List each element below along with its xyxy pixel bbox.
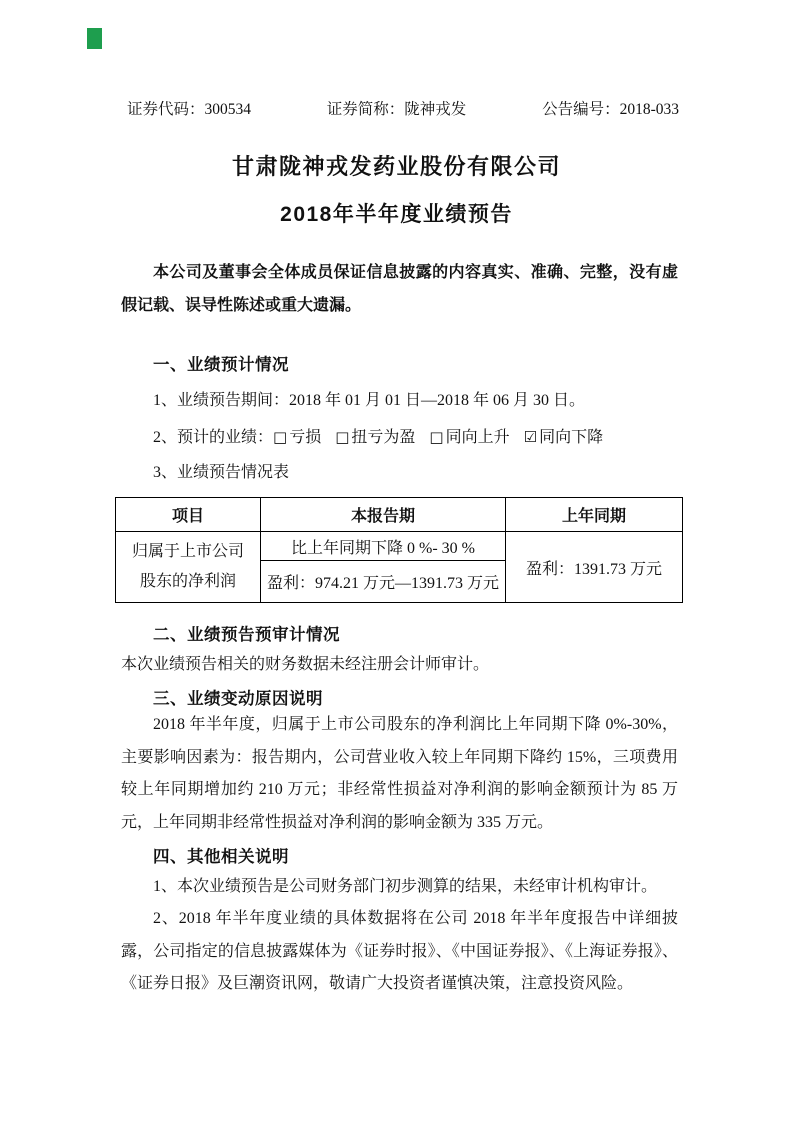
section1-item2-forecast-type <box>121 421 678 455</box>
table-header-row <box>116 498 683 532</box>
stock-short-name: 证券简称：陇神戎发 <box>326 101 467 118</box>
checkbox-unchecked-icon: □ <box>273 428 288 446</box>
section3-heading: 三、业绩变动原因说明 <box>153 690 323 708</box>
section4-item1: 1、本次业绩预告是公司财务部门初步测算的结果，未经审计机构审计。 <box>153 878 658 895</box>
cell-current-change: 比上年同期下降 0 %- 30 % <box>261 532 506 561</box>
checkbox-label: 同向上升 <box>445 429 510 446</box>
checkbox-unchecked-icon: □ <box>429 428 444 446</box>
section2-body: 本次业绩预告相关的财务数据未经注册会计师审计。 <box>121 656 490 673</box>
section4-heading: 四、其他相关说明 <box>153 848 289 866</box>
disclaimer-paragraph: 本公司及董事会全体成员保证信息披露的内容真实、准确、完整，没有虚假记载、误导性陈述或重大遗漏。 <box>121 264 678 314</box>
stock-code: 证券代码：300534 <box>127 101 252 118</box>
cell-net-profit-label <box>116 532 261 603</box>
column-header-prior-period: 上年同期 <box>506 498 683 532</box>
section1-item1-forecast-period: 1、业绩预告期间：2018 年 01 月 01 日—2018 年 06 月 30 日。 <box>153 392 586 409</box>
checkbox-checked-icon: ☑ <box>523 428 538 446</box>
section1-heading: 一、业绩预计情况 <box>153 356 289 374</box>
checkbox-option-turn-profit <box>335 429 415 446</box>
company-name-title: 甘肃陇神戎发药业股份有限公司 <box>231 154 561 179</box>
checkbox-label: 同向下降 <box>539 429 604 446</box>
forecast-table <box>115 497 683 603</box>
document-header-row <box>127 97 679 119</box>
forecast-type-prefix: 2、预计的业绩： <box>153 429 274 446</box>
checkbox-label: 亏损 <box>289 429 322 446</box>
cell-current-profit-range: 盈利：974.21 万元—1391.73 万元 <box>261 561 506 603</box>
announcement-number: 公告编号：2018-033 <box>542 101 679 118</box>
table-row <box>116 532 683 561</box>
checkbox-option-loss <box>273 429 321 446</box>
checkbox-unchecked-icon: □ <box>335 428 350 446</box>
checkbox-option-same-direction-up <box>429 429 509 446</box>
section4-item2: 2、2018 年半年度业绩的具体数据将在公司 2018 年半年度报告中详细披露，公司指定的信息披露媒体为《证券时报》、《中国证券报》、《上海证券报》、《证券日报》及巨潮资讯网，敬请广大投资者谨慎决策，注意投资风险。 <box>121 910 678 992</box>
green-corner-mark <box>87 28 102 49</box>
net-profit-label-line1: 归属于上市公司 <box>131 543 244 560</box>
column-header-item: 项目 <box>116 498 261 532</box>
section3-body: 2018 年半年度，归属于上市公司股东的净利润比上年同期下降 0%-30%，主要影响因素为：报告期内，公司营业收入较上年同期下降约 15%，三项费用较上年同期增加约 210 万元；非经常性损益对净利润的影响金额预计为 85 万元，上年同期非经常性损益对净利润的影响金额为 335 万元。 <box>121 716 678 831</box>
report-title: 2018年半年度业绩预告 <box>280 203 513 226</box>
checkbox-label: 扭亏为盈 <box>351 429 416 446</box>
section2-heading: 二、业绩预告预审计情况 <box>153 626 340 644</box>
section1-item3-table-caption: 3、业绩预告情况表 <box>153 464 290 481</box>
column-header-current-period: 本报告期 <box>261 498 506 532</box>
checkbox-option-same-direction-down <box>524 429 603 446</box>
net-profit-label-line2: 股东的净利润 <box>139 573 236 590</box>
cell-prior-profit: 盈利：1391.73 万元 <box>506 532 683 603</box>
